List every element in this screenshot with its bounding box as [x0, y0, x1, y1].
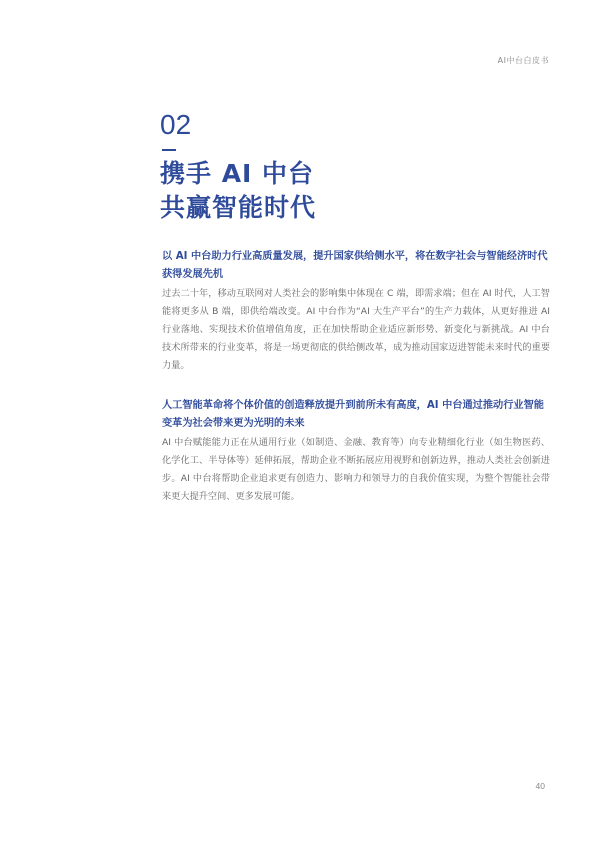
section-heading: 以 AI 中台助力行业高质量发展，提升国家供给侧水平，将在数字社会与智能经济时代获得发展先机 [162, 251, 548, 280]
section-industry-development [162, 248, 550, 375]
section-ai-revolution [162, 397, 550, 506]
chapter-divider [162, 149, 176, 151]
chapter-title-line-1: 携手 AI 中台 [160, 159, 315, 188]
running-header: AI中台白皮书 [497, 56, 549, 65]
section-body: 过去二十年，移动互联网对人类社会的影响集中体现在 C 端，即需求端；但在 AI 时代，人工智能将更多从 B 端，即供给端改变。AI 中台作为“AI 大生产平台”的生产力载体，从更好推进 AI 行业落地、实现技术价值增值角度，正在加快帮助企业适应新形势、新变化与新挑战。AI 中台技术所带来的行业变革，将是一场更彻底的供给侧改革，成为推动国家迈进智能未来时代的重要力量。 [162, 288, 550, 371]
chapter-number: 02 [160, 109, 192, 140]
chapter-title [160, 157, 316, 225]
page-number: 40 [535, 781, 545, 791]
section-heading: 人工智能革命将个体价值的创造释放提升到前所未有高度，AI 中台通过推动行业智能变革为社会带来更为光明的未来 [162, 400, 544, 429]
chapter-title-line-2: 共赢智能时代 [160, 193, 317, 222]
section-body: AI 中台赋能能力正在从通用行业（如制造、金融、教育等）向专业精细化行业（如生物医药、化学化工、半导体等）延伸拓展，帮助企业不断拓展应用视野和创新边界，推动人类社会创新进步。AI 中台将帮助企业追求更有创造力、影响力和领导力的自我价值实现，为整个智能社会带来更大提升空间、更多发展可能。 [162, 437, 550, 502]
